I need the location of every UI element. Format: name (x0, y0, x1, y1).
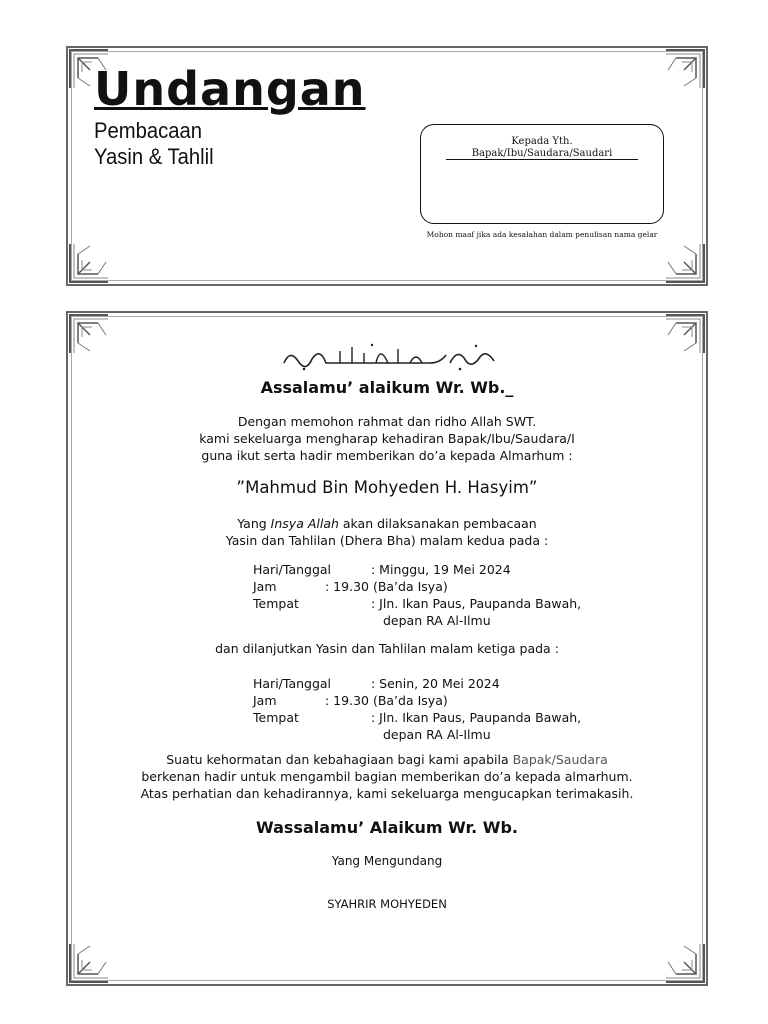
schedule-label: Tempat (253, 596, 299, 611)
ornament-corner-icon (664, 48, 706, 90)
schedule-night-2 (253, 561, 581, 629)
bismillah-calligraphy-icon (280, 341, 498, 373)
event-text: Yang (237, 516, 271, 531)
address-recipient: Bapak/Ibu/Saudara/Saudari (446, 148, 639, 160)
ornament-corner-icon (68, 242, 110, 284)
inviter-label: Yang Mengundang (331, 854, 443, 868)
ornament-corner-icon (664, 242, 706, 284)
recipient-address-box (420, 124, 664, 224)
event-italic-text: Insya Allah (270, 516, 339, 531)
schedule-value: : 19.30 (Ba’da Isya) (325, 579, 448, 594)
closing-line: Atas perhatian dan kehadirannya, kami sekeluarga mengucapkan terimakasih. (140, 786, 634, 801)
schedule-label: Hari/Tanggal (253, 562, 332, 577)
closing-greeting: Wassalamu’ Alaikum Wr. Wb. (256, 818, 518, 837)
subtitle-line: Yasin & Tahlil (94, 144, 214, 169)
deceased-name: ”Mahmud Bin Mohyeden H. Hasyim” (236, 478, 538, 497)
schedule-night-3 (253, 675, 581, 743)
closing-line: berkenan hadir untuk mengambil bagian memberikan do’a kepada almarhum. (141, 769, 633, 784)
ornament-corner-icon (68, 942, 110, 984)
address-to: Kepada Yth. (511, 136, 573, 147)
opening-greeting: Assalamu’ alaikum Wr. Wb._ (260, 378, 514, 397)
schedule-value: : Minggu, 19 Mei 2024 (371, 562, 511, 577)
schedule-value: depan RA Al-Ilmu (383, 727, 491, 742)
intro-line: guna ikut serta hadir memberikan do’a kepada Almarhum : (201, 448, 573, 463)
subtitle-line: Pembacaan (94, 118, 203, 143)
event-line (68, 515, 706, 532)
cover-subtitle (94, 118, 214, 170)
continuation-text: dan dilanjutkan Yasin dan Tahlilan malam ketiga pada : (215, 641, 559, 656)
invitation-letter-card (66, 311, 708, 986)
ornament-corner-icon (68, 313, 110, 355)
schedule-row (253, 561, 581, 578)
ornament-corner-icon (664, 313, 706, 355)
closing-paragraph (68, 751, 706, 802)
closing-text: Suatu kehormatan dan kebahagiaan bagi kami apabila (166, 752, 513, 767)
apology-note: Mohon maaf jika ada kesalahan dalam penulisan nama gelar (426, 230, 658, 239)
schedule-value: : Senin, 20 Mei 2024 (371, 676, 500, 691)
schedule-label: Hari/Tanggal (253, 676, 332, 691)
event-line: Yasin dan Tahlilan (Dhera Bha) malam kedua pada : (225, 533, 549, 548)
schedule-row (253, 675, 581, 692)
schedule-row (253, 726, 581, 743)
schedule-row (253, 595, 581, 612)
schedule-value: : Jln. Ikan Paus, Paupanda Bawah, (371, 596, 582, 611)
schedule-row (253, 692, 581, 709)
schedule-label: Jam (253, 579, 277, 594)
event-paragraph (68, 515, 706, 549)
ornament-corner-icon (664, 942, 706, 984)
invitation-cover-card (66, 46, 708, 286)
schedule-row (253, 578, 581, 595)
cover-title: Undangan (94, 62, 366, 116)
schedule-row (253, 709, 581, 726)
closing-highlight-text: Bapak/Saudara (512, 752, 608, 767)
event-text: akan dilaksanakan pembacaan (338, 516, 537, 531)
intro-paragraph (68, 413, 706, 464)
signer-name: SYAHRIR MOHYEDEN (327, 897, 447, 911)
closing-line (68, 751, 706, 768)
schedule-value: : 19.30 (Ba’da Isya) (325, 693, 448, 708)
schedule-label: Tempat (253, 710, 299, 725)
schedule-row (253, 612, 581, 629)
schedule-label: Jam (253, 693, 277, 708)
intro-line: Dengan memohon rahmat dan ridho Allah SWT. (237, 414, 537, 429)
intro-line: kami sekeluarga mengharap kehadiran Bapak/Ibu/Saudara/I (199, 431, 575, 446)
schedule-value: : Jln. Ikan Paus, Paupanda Bawah, (371, 710, 582, 725)
schedule-value: depan RA Al-Ilmu (383, 613, 491, 628)
